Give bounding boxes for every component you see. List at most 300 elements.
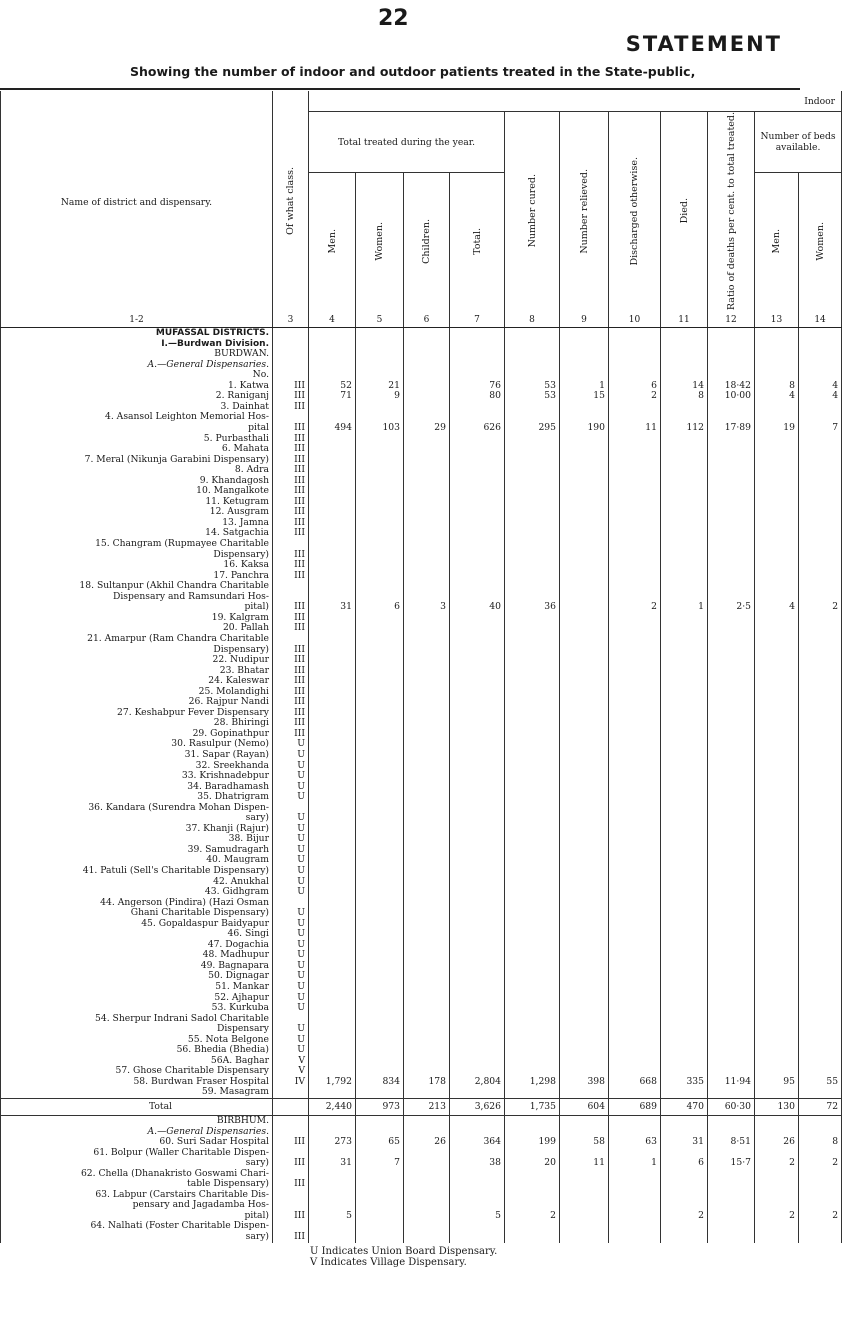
- value-cell: [609, 697, 661, 708]
- value-cell: [309, 855, 356, 866]
- value-cell: 295: [505, 423, 560, 434]
- dispensary-name: pensary and Jagadamba Hos-: [1, 1200, 273, 1211]
- value-cell: [404, 1211, 450, 1222]
- value-cell: [609, 1179, 661, 1190]
- value-cell: [661, 349, 708, 360]
- value-cell: [609, 518, 661, 529]
- value-cell: [661, 908, 708, 919]
- value-cell: [609, 993, 661, 1004]
- class-cell: III: [273, 528, 309, 539]
- value-cell: [708, 813, 755, 824]
- class-cell: [273, 339, 309, 350]
- value-cell: [661, 866, 708, 877]
- value-cell: [505, 687, 560, 698]
- value-cell: [560, 1221, 609, 1232]
- value-cell: [309, 887, 356, 898]
- value-cell: [799, 824, 842, 835]
- value-cell: 55: [799, 1077, 842, 1088]
- value-cell: [799, 328, 842, 339]
- value-cell: [560, 560, 609, 571]
- value-cell: [356, 834, 404, 845]
- value-cell: 58: [560, 1137, 609, 1148]
- value-cell: [609, 761, 661, 772]
- dispensary-name: 46. Singi: [1, 929, 273, 940]
- value-cell: [505, 613, 560, 624]
- value-cell: [609, 803, 661, 814]
- dispensary-name: 57. Ghose Charitable Dispensary: [1, 1066, 273, 1077]
- value-cell: [450, 971, 505, 982]
- value-cell: [708, 349, 755, 360]
- class-cell: U: [273, 1003, 309, 1014]
- value-cell: [505, 813, 560, 824]
- section-row: [1, 360, 842, 371]
- table-row: [1, 982, 842, 993]
- value-cell: [404, 1056, 450, 1067]
- class-cell: III: [273, 518, 309, 529]
- value-cell: [450, 761, 505, 772]
- value-cell: 1,735: [505, 1099, 560, 1116]
- class-cell: [273, 349, 309, 360]
- value-cell: [661, 360, 708, 371]
- value-cell: [609, 1035, 661, 1046]
- value-cell: [799, 1116, 842, 1127]
- value-cell: [661, 993, 708, 1004]
- table-row: [1, 1148, 842, 1159]
- value-cell: [560, 1003, 609, 1014]
- value-cell: [661, 1014, 708, 1025]
- statement-subtitle: Showing the number of indoor and outdoor patients treated in the State-public,: [130, 64, 696, 79]
- value-cell: [560, 613, 609, 624]
- value-cell: [309, 1179, 356, 1190]
- value-cell: [755, 750, 799, 761]
- value-cell: [755, 834, 799, 845]
- class-cell: III: [273, 676, 309, 687]
- value-cell: [450, 455, 505, 466]
- value-cell: [799, 486, 842, 497]
- value-cell: 31: [309, 602, 356, 613]
- value-cell: 1,298: [505, 1077, 560, 1088]
- value-cell: [404, 434, 450, 445]
- value-cell: [661, 339, 708, 350]
- table-row: [1, 729, 842, 740]
- value-cell: [404, 697, 450, 708]
- value-cell: [309, 761, 356, 772]
- value-cell: [799, 687, 842, 698]
- column-number: 7: [450, 313, 505, 328]
- value-cell: [755, 908, 799, 919]
- value-cell: [661, 813, 708, 824]
- value-cell: 273: [309, 1137, 356, 1148]
- value-cell: [799, 655, 842, 666]
- value-cell: [309, 929, 356, 940]
- value-cell: [755, 845, 799, 856]
- value-cell: [450, 813, 505, 824]
- value-cell: [309, 560, 356, 571]
- value-cell: [404, 455, 450, 466]
- value-cell: [450, 834, 505, 845]
- value-cell: [450, 1087, 505, 1098]
- value-cell: [404, 824, 450, 835]
- value-cell: [505, 1169, 560, 1180]
- value-cell: [708, 634, 755, 645]
- value-cell: [404, 476, 450, 487]
- class-cell: III: [273, 623, 309, 634]
- value-cell: [708, 528, 755, 539]
- value-cell: [661, 739, 708, 750]
- value-cell: [609, 898, 661, 909]
- column-number-row: [1, 313, 842, 328]
- table-row: [1, 1024, 842, 1035]
- value-cell: [309, 571, 356, 582]
- dispensary-name: pital: [1, 423, 273, 434]
- table-row: [1, 1221, 842, 1232]
- value-cell: [799, 402, 842, 413]
- value-cell: [661, 750, 708, 761]
- value-cell: [799, 729, 842, 740]
- value-cell: [799, 1045, 842, 1056]
- value-cell: 11·94: [708, 1077, 755, 1088]
- value-cell: [799, 550, 842, 561]
- value-cell: [450, 950, 505, 961]
- table-row: [1, 507, 842, 518]
- value-cell: [505, 360, 560, 371]
- value-cell: [755, 339, 799, 350]
- value-cell: [708, 666, 755, 677]
- value-cell: [450, 360, 505, 371]
- table-row: [1, 687, 842, 698]
- class-cell: [273, 1099, 309, 1116]
- value-cell: [505, 1045, 560, 1056]
- value-cell: [505, 887, 560, 898]
- dispensary-name: 51. Mankar: [1, 982, 273, 993]
- value-cell: [708, 803, 755, 814]
- value-cell: 11: [560, 1158, 609, 1169]
- value-cell: [708, 1014, 755, 1025]
- value-cell: [755, 1056, 799, 1067]
- table-row: [1, 1232, 842, 1243]
- value-cell: [560, 813, 609, 824]
- value-cell: [609, 349, 661, 360]
- column-number: 1-2: [1, 313, 273, 328]
- dispensary-name: 38. Bijur: [1, 834, 273, 845]
- value-cell: [505, 666, 560, 677]
- value-cell: [356, 571, 404, 582]
- class-cell: III: [273, 1179, 309, 1190]
- value-cell: [450, 887, 505, 898]
- value-cell: [404, 381, 450, 392]
- value-cell: [505, 824, 560, 835]
- value-cell: [450, 919, 505, 930]
- value-cell: [708, 360, 755, 371]
- value-cell: [755, 497, 799, 508]
- table-row: [1, 655, 842, 666]
- value-cell: [404, 993, 450, 1004]
- value-cell: [661, 1035, 708, 1046]
- value-cell: [356, 666, 404, 677]
- value-cell: [404, 349, 450, 360]
- value-cell: [609, 813, 661, 824]
- value-cell: [309, 750, 356, 761]
- value-cell: [661, 687, 708, 698]
- class-cell: III: [273, 423, 309, 434]
- value-cell: [755, 1035, 799, 1046]
- value-cell: [356, 929, 404, 940]
- value-cell: [404, 739, 450, 750]
- value-cell: [560, 1014, 609, 1025]
- value-cell: [708, 507, 755, 518]
- value-cell: [708, 623, 755, 634]
- value-cell: [309, 486, 356, 497]
- value-cell: [356, 739, 404, 750]
- value-cell: [505, 961, 560, 972]
- value-cell: [356, 581, 404, 592]
- value-cell: [356, 402, 404, 413]
- value-cell: 112: [661, 423, 708, 434]
- value-cell: [560, 971, 609, 982]
- value-cell: [309, 729, 356, 740]
- value-cell: [755, 866, 799, 877]
- value-cell: [799, 813, 842, 824]
- table-row: [1, 645, 842, 656]
- value-cell: [505, 782, 560, 793]
- dispensary-name: 42. Anukhal: [1, 877, 273, 888]
- class-cell: [273, 581, 309, 592]
- value-cell: [799, 834, 842, 845]
- value-cell: [309, 1169, 356, 1180]
- dispensary-name: I.—Burdwan Division.: [1, 339, 273, 350]
- dispensary-name: 4. Asansol Leighton Memorial Hos-: [1, 412, 273, 423]
- class-cell: U: [273, 834, 309, 845]
- value-cell: [755, 887, 799, 898]
- section-row: [1, 1127, 842, 1138]
- class-cell: [273, 328, 309, 339]
- value-cell: [560, 465, 609, 476]
- value-cell: [609, 581, 661, 592]
- dispensary-name: Dispensary): [1, 645, 273, 656]
- value-cell: 19: [755, 423, 799, 434]
- value-cell: [560, 550, 609, 561]
- table-row: [1, 750, 842, 761]
- value-cell: [356, 993, 404, 1004]
- value-cell: [560, 771, 609, 782]
- value-cell: [356, 455, 404, 466]
- value-cell: [404, 708, 450, 719]
- value-cell: 1: [661, 602, 708, 613]
- header-discharged: Discharged otherwise.: [609, 112, 661, 314]
- class-cell: U: [273, 750, 309, 761]
- table-row: [1, 1077, 842, 1088]
- value-cell: [661, 1056, 708, 1067]
- dispensary-name: A.—General Dispensaries.: [1, 1127, 273, 1138]
- value-cell: [661, 729, 708, 740]
- value-cell: [309, 697, 356, 708]
- dispensary-name: 27. Keshabpur Fever Dispensary: [1, 708, 273, 719]
- value-cell: [356, 803, 404, 814]
- value-cell: [309, 497, 356, 508]
- value-cell: [661, 507, 708, 518]
- value-cell: [356, 476, 404, 487]
- value-cell: [755, 729, 799, 740]
- value-cell: [356, 845, 404, 856]
- value-cell: [609, 444, 661, 455]
- value-cell: [404, 655, 450, 666]
- class-cell: III: [273, 476, 309, 487]
- value-cell: [309, 845, 356, 856]
- value-cell: [356, 339, 404, 350]
- statement-table: [0, 91, 842, 1243]
- value-cell: [755, 444, 799, 455]
- value-cell: [661, 950, 708, 961]
- value-cell: [450, 528, 505, 539]
- value-cell: [609, 486, 661, 497]
- dispensary-name: 60. Suri Sadar Hospital: [1, 1137, 273, 1148]
- table-row: [1, 602, 842, 613]
- value-cell: [404, 360, 450, 371]
- value-cell: [309, 1087, 356, 1098]
- value-cell: [309, 507, 356, 518]
- value-cell: [799, 993, 842, 1004]
- dispensary-name: 13. Jamna: [1, 518, 273, 529]
- value-cell: [799, 528, 842, 539]
- value-cell: [309, 824, 356, 835]
- value-cell: [560, 581, 609, 592]
- value-cell: [356, 982, 404, 993]
- table-row: [1, 676, 842, 687]
- value-cell: [661, 1003, 708, 1014]
- value-cell: [404, 1035, 450, 1046]
- dispensary-name: 5. Purbasthali: [1, 434, 273, 445]
- dispensary-name: Total: [1, 1099, 273, 1116]
- value-cell: [356, 434, 404, 445]
- value-cell: 7: [799, 423, 842, 434]
- value-cell: [404, 834, 450, 845]
- value-cell: [755, 771, 799, 782]
- value-cell: [505, 550, 560, 561]
- value-cell: [755, 623, 799, 634]
- section-row: [1, 339, 842, 350]
- value-cell: [356, 518, 404, 529]
- table-row: [1, 940, 842, 951]
- value-cell: [560, 961, 609, 972]
- dispensary-name: 56. Bhedia (Bhedia): [1, 1045, 273, 1056]
- value-cell: [661, 982, 708, 993]
- value-cell: [505, 655, 560, 666]
- value-cell: [450, 349, 505, 360]
- value-cell: [708, 771, 755, 782]
- value-cell: [609, 1190, 661, 1201]
- value-cell: [505, 434, 560, 445]
- value-cell: [661, 834, 708, 845]
- value-cell: [309, 455, 356, 466]
- value-cell: [505, 476, 560, 487]
- value-cell: [356, 349, 404, 360]
- value-cell: [755, 571, 799, 582]
- value-cell: 5: [450, 1211, 505, 1222]
- value-cell: [356, 729, 404, 740]
- value-cell: [609, 560, 661, 571]
- value-cell: [661, 898, 708, 909]
- value-cell: [560, 507, 609, 518]
- header-beds-men: Men.: [755, 173, 799, 313]
- value-cell: 36: [505, 602, 560, 613]
- value-cell: [661, 676, 708, 687]
- legend: [310, 1246, 497, 1268]
- value-cell: [505, 444, 560, 455]
- value-cell: [661, 1045, 708, 1056]
- value-cell: [560, 1211, 609, 1222]
- value-cell: [309, 434, 356, 445]
- value-cell: [505, 1232, 560, 1243]
- value-cell: [661, 518, 708, 529]
- value-cell: [609, 729, 661, 740]
- value-cell: [356, 486, 404, 497]
- value-cell: [404, 855, 450, 866]
- dispensary-name: 22. Nudipur: [1, 655, 273, 666]
- class-cell: U: [273, 1035, 309, 1046]
- class-cell: [273, 634, 309, 645]
- value-cell: 2: [799, 602, 842, 613]
- value-cell: 335: [661, 1077, 708, 1088]
- value-cell: [755, 486, 799, 497]
- column-number: 11: [661, 313, 708, 328]
- value-cell: [799, 982, 842, 993]
- value-cell: [356, 1003, 404, 1014]
- table-row: [1, 486, 842, 497]
- value-cell: [708, 1087, 755, 1098]
- value-cell: [356, 697, 404, 708]
- table-row: [1, 613, 842, 624]
- value-cell: [755, 929, 799, 940]
- class-cell: [273, 539, 309, 550]
- value-cell: [755, 560, 799, 571]
- value-cell: [309, 1024, 356, 1035]
- value-cell: [609, 1169, 661, 1180]
- dispensary-name: 50. Dignagar: [1, 971, 273, 982]
- value-cell: [799, 571, 842, 582]
- value-cell: [356, 1045, 404, 1056]
- value-cell: [708, 824, 755, 835]
- class-cell: III: [273, 391, 309, 402]
- dispensary-name: 64. Nalhati (Foster Charitable Dispen-: [1, 1221, 273, 1232]
- value-cell: [404, 1221, 450, 1232]
- value-cell: [799, 761, 842, 772]
- value-cell: [356, 950, 404, 961]
- value-cell: [755, 971, 799, 982]
- value-cell: [661, 803, 708, 814]
- class-cell: U: [273, 961, 309, 972]
- value-cell: 38: [450, 1158, 505, 1169]
- table-row: [1, 1066, 842, 1077]
- value-cell: 72: [799, 1099, 842, 1116]
- value-cell: [661, 434, 708, 445]
- value-cell: [309, 940, 356, 951]
- value-cell: [799, 971, 842, 982]
- value-cell: [404, 1200, 450, 1211]
- value-cell: [799, 465, 842, 476]
- value-cell: [404, 729, 450, 740]
- value-cell: [560, 539, 609, 550]
- value-cell: [708, 739, 755, 750]
- value-cell: [708, 560, 755, 571]
- value-cell: [661, 855, 708, 866]
- value-cell: [505, 803, 560, 814]
- value-cell: [404, 898, 450, 909]
- dispensary-name: 19. Kalgram: [1, 613, 273, 624]
- value-cell: [505, 908, 560, 919]
- value-cell: [505, 1024, 560, 1035]
- value-cell: [404, 1158, 450, 1169]
- class-cell: III: [273, 434, 309, 445]
